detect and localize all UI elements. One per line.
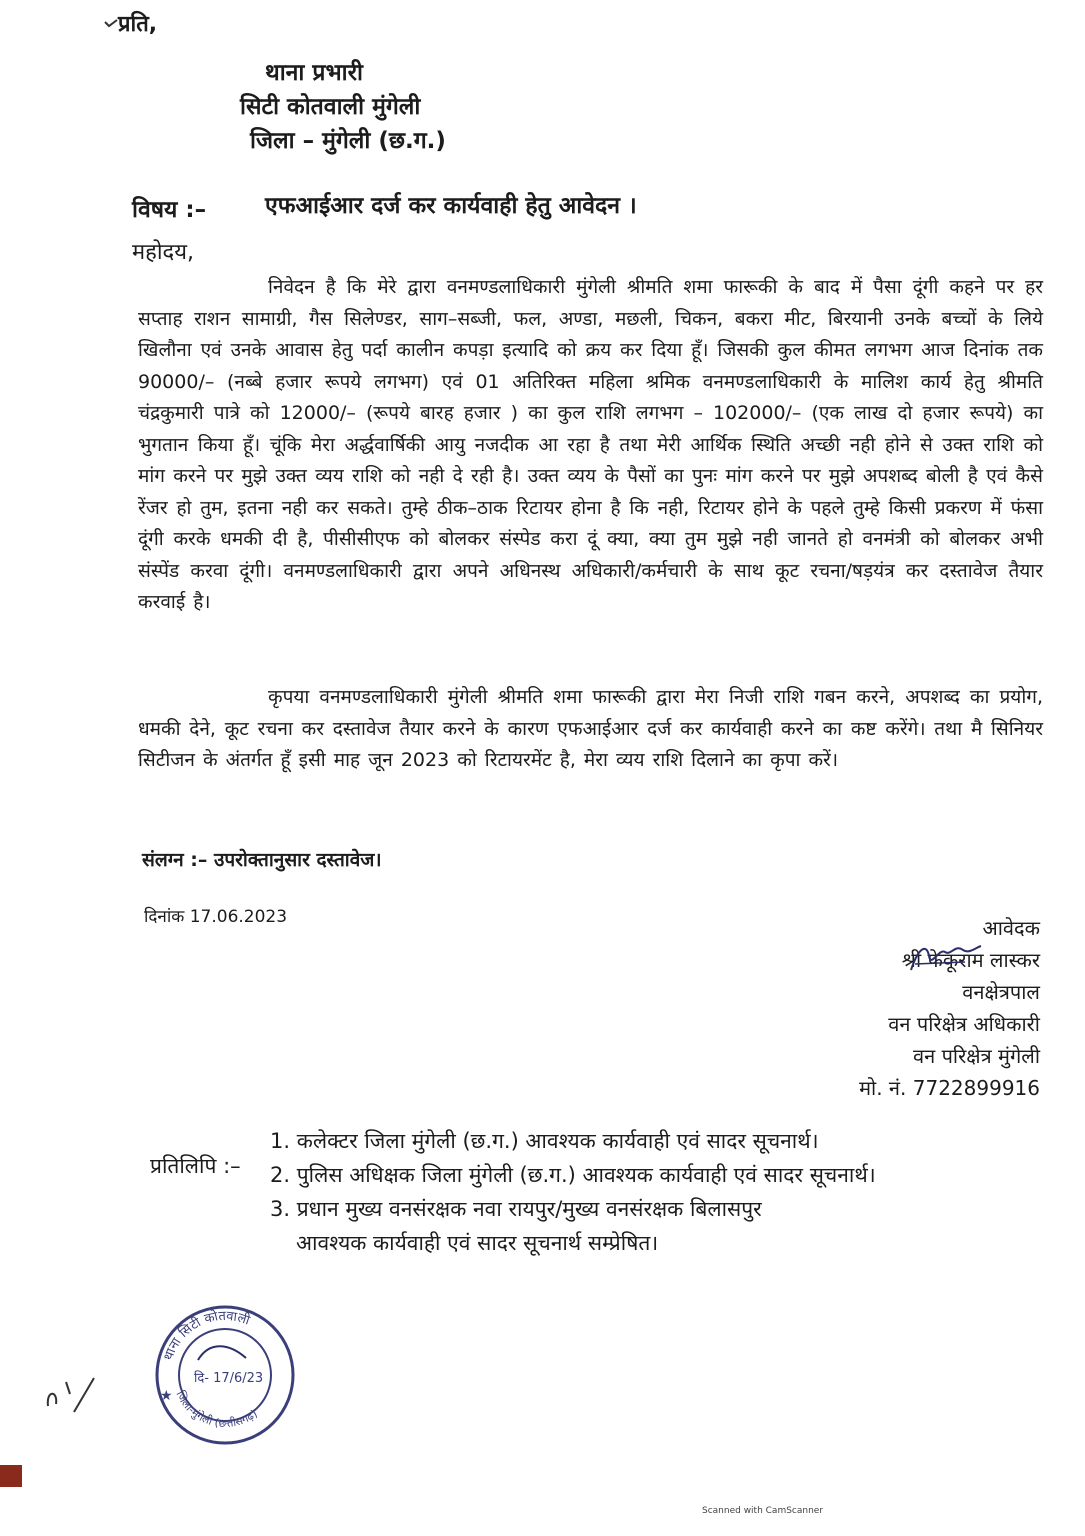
margin-tick-mark [104, 18, 118, 28]
applicant-designation-3: वन परिक्षेत्र मुंगेली [913, 1044, 1040, 1068]
copy-item-2: 2. पुलिस अधिक्षक जिला मुंगेली (छ.ग.) आवश्यक कार्यवाही एवं सादर सूचनार्थ। [270, 1163, 876, 1187]
body-paragraph-1: निवेदन है कि मेरे द्वारा वनमण्डलाधिकारी मुंगेली श्रीमति शमा फारूकी के बाद में पैसा दूंगी कहने पर हर सप्ताह राशन सामाग्री, गैस सिलेण्डर, साग–सब्जी, फल, अण्डा, मछली, चिकन, बकरा मीट, बिरयानी उनके बच्चों के लिये खिलौना एवं उनके आवास हेतु पर्दा कालीन कपड़ा इत्यादि को क्रय कर दिया हूँ। जिसकी कुल कीमत लगभग आज दिनांक तक 90000/– (नब्बे हजार रूपये लगभग) एवं 01 अतिरिक्त महिला श्रमिक वनमण्डलाधिकारी के मालिश कार्य हेतु श्रीमति चंद्रकुमारी पात्रे को 12000/– (रूपये बारह हजार ) का कुल राशि लगभग – 102000/– (एक लाख दो हजार रूपये) का भुगतान किया हूँ। चूंकि मेरा अर्द्धवार्षिकी आयु नजदीक आ रहा है तथा मेरी आर्थिक स्थिति अच्छी नही होने से उक्त राशि को मांग करने पर मुझे उक्त व्यय राशि को नही दे रही है। उक्त व्यय के पैसों का पुनः मांग करने पर मुझे अपशब्द बोली है एवं कैसे रेंजर हो तुम, इतना नही कर सकते। तुम्हे ठीक–ठाक रिटायर होना है कि नही, रिटायर होने के पहले तुम्हे किसी प्रकरण में फंसा दूंगी करके धमकी दी है, पीसीसीएफ को बोलकर संस्पेड करा दूं क्या, क्या तुम मुझे नही जानते हो वनमंत्री को बोलकर अभी संस्पेंड करवा दूंगी। वनमण्डलाधिकारी द्वारा अपने अधिनस्थ अधिकारी/कर्मचारी के साथ कूट रचना/षड़यंत्र कर दस्तावेज तैयार करवाई है। [138, 276, 1043, 613]
scan-edge-mark [0, 1465, 22, 1487]
stamp-bottom-text: जिला-मुंगेली (छत्तीसगढ़) [173, 1388, 260, 1431]
copy-item-3: 3. प्रधान मुख्य वनसंरक्षक नवा रायपुर/मुख्य वनसंरक्षक बिलासपुर [270, 1197, 762, 1221]
letter-date: दिनांक 17.06.2023 [144, 907, 288, 927]
svg-text:★: ★ [160, 1388, 173, 1404]
copy-item-1: 1. कलेक्टर जिला मुंगेली (छ.ग.) आवश्यक कार्यवाही एवं सादर सूचनार्थ। [270, 1129, 819, 1153]
handwritten-signature [905, 938, 985, 978]
enclosure-line: संलग्न :– उपरोक्तानुसार दस्तावेज। [142, 849, 382, 871]
applicant-label: आवेदक [982, 916, 1040, 940]
subject-label: विषय :– [132, 197, 207, 223]
recipient-label: प्रति, [118, 12, 158, 37]
address-line-3: जिला – मुंगेली (छ.ग.) [250, 128, 446, 154]
applicant-mobile: मो. नं. 7722899916 [859, 1076, 1040, 1100]
copy-item-3-continued: आवश्यक कार्यवाही एवं सादर सूचनार्थ सम्प्रेषित। [296, 1231, 659, 1255]
stamp-date-text: दि- 17/6/23 [194, 1371, 264, 1386]
scanner-footer: Scanned with CamScanner [702, 1506, 824, 1516]
copy-to-list [270, 1124, 876, 1260]
margin-handwritten-note [40, 1370, 100, 1420]
body-paragraph-2: कृपया वनमण्डलाधिकारी मुंगेली श्रीमति शमा फारूकी द्वारा मेरा निजी राशि गबन करने, अपशब्द का प्रयोग, धमकी देने, कूट रचना कर दस्तावेज तैयार करने के कारण एफआईआर दर्ज कर कार्यवाही करने का कष्ट करेंगे। तथा मै सिनियर सिटीजन के अंतर्गत हूँ इसी माह जून 2023 को रिटायरमेंट है, मेरा व्यय राशि दिलाने का कृपा करें। [138, 686, 1043, 771]
police-station-stamp [150, 1300, 300, 1450]
address-line-1: थाना प्रभारी [265, 60, 363, 86]
applicant-name: श्री फेकूराम लास्कर [901, 948, 1040, 972]
address-line-2: सिटी कोतवाली मुंगेली [240, 94, 421, 120]
svg-text:जिला-मुंगेली (छत्तीसगढ़) [173, 1389, 259, 1430]
subject-text: एफआईआर दर्ज कर कार्यवाही हेतु आवेदन । [265, 193, 637, 219]
applicant-designation-1: वनक्षेत्रपाल [962, 980, 1040, 1004]
salutation: महोदय, [132, 240, 194, 265]
svg-text:थाना सिटी कोतवाली [161, 1308, 252, 1362]
stamp-top-text: थाना सिटी कोतवाली [161, 1308, 252, 1363]
applicant-designation-2: वन परिक्षेत्र अधिकारी [888, 1012, 1040, 1036]
copy-to-label: प्रतिलिपि :– [150, 1154, 241, 1178]
